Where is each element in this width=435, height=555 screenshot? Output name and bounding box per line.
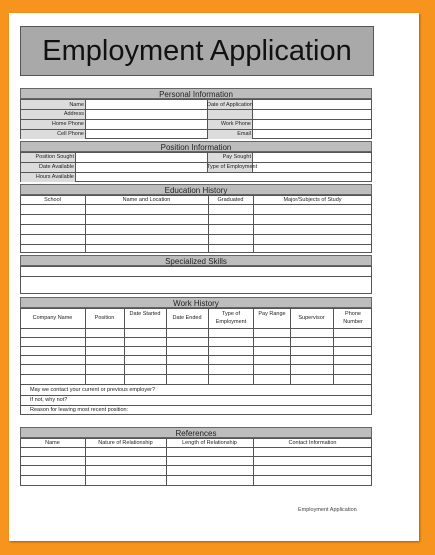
- work-history-header: Work History: [20, 297, 372, 308]
- specialized-skills-box[interactable]: [20, 266, 372, 294]
- work-col-pay-range: Pay Range: [258, 311, 286, 317]
- personal-information-header: Personal Information: [20, 88, 372, 99]
- position-sought-field[interactable]: [76, 153, 205, 161]
- work-col-phone-number: Phone Number: [343, 311, 363, 325]
- email-label: Email: [237, 131, 251, 137]
- type-of-employment-label: Type of Employment: [207, 164, 258, 170]
- date-available-label: Date Available: [38, 164, 74, 170]
- name-label: Name: [69, 102, 84, 108]
- education-col-name-location: Name and Location: [122, 197, 171, 203]
- if-not-field[interactable]: [75, 396, 370, 404]
- pay-sought-label: Pay Sought: [222, 154, 251, 160]
- education-history-header: Education History: [20, 184, 372, 195]
- work-col-company-name: Company Name: [32, 315, 73, 321]
- cell-phone-label: Cell Phone: [57, 131, 84, 137]
- contact-employer-field[interactable]: [208, 386, 370, 394]
- position-information-header: Position Information: [20, 141, 372, 152]
- page-title: Employment Application: [20, 26, 374, 76]
- date-available-field[interactable]: [76, 163, 205, 171]
- home-phone-label: Home Phone: [51, 121, 84, 127]
- hours-available-field[interactable]: [76, 173, 370, 181]
- type-of-employment-field[interactable]: [253, 163, 370, 171]
- footer-note: Employment Application: [298, 507, 357, 513]
- name-field[interactable]: [86, 100, 205, 108]
- work-col-supervisor: Supervisor: [298, 315, 325, 321]
- work-col-type-of-employment: Type of Employment: [215, 311, 247, 325]
- address-field[interactable]: [86, 110, 370, 118]
- references-col-nature: Nature of Relationship: [98, 440, 153, 446]
- work-col-date-started: Date Started: [129, 311, 161, 317]
- references-col-name: Name: [45, 440, 60, 446]
- email-field[interactable]: [253, 130, 370, 138]
- position-sought-label: Position Sought: [35, 154, 74, 160]
- cell-phone-field[interactable]: [86, 130, 205, 138]
- reason-leaving-field[interactable]: [170, 406, 370, 414]
- work-phone-field[interactable]: [253, 120, 370, 128]
- date-of-application-label: Date of Application: [207, 102, 253, 108]
- education-col-major: Major/Subjects of Study: [283, 197, 342, 203]
- education-col-school: School: [44, 197, 61, 203]
- work-col-date-ended: Date Ended: [172, 315, 202, 321]
- work-col-position: Position: [94, 315, 115, 321]
- specialized-skills-header: Specialized Skills: [20, 255, 372, 266]
- address-label: Address: [63, 111, 84, 117]
- date-of-application-field[interactable]: [253, 100, 370, 108]
- if-not-why-label: If not, why not?: [30, 397, 68, 403]
- education-col-graduated: Graduated: [217, 197, 244, 203]
- references-header: References: [20, 427, 372, 438]
- references-col-length: Length of Relationship: [182, 440, 237, 446]
- home-phone-field[interactable]: [86, 120, 205, 128]
- hours-available-label: Hours Available: [35, 174, 74, 180]
- work-phone-label: Work Phone: [220, 121, 251, 127]
- contact-employer-question: May we contact your current or previous employer?: [30, 387, 156, 393]
- references-col-contact: Contact Information: [288, 440, 337, 446]
- reason-leaving-label: Reason for leaving most recent position:: [30, 407, 129, 413]
- pay-sought-field[interactable]: [253, 153, 370, 161]
